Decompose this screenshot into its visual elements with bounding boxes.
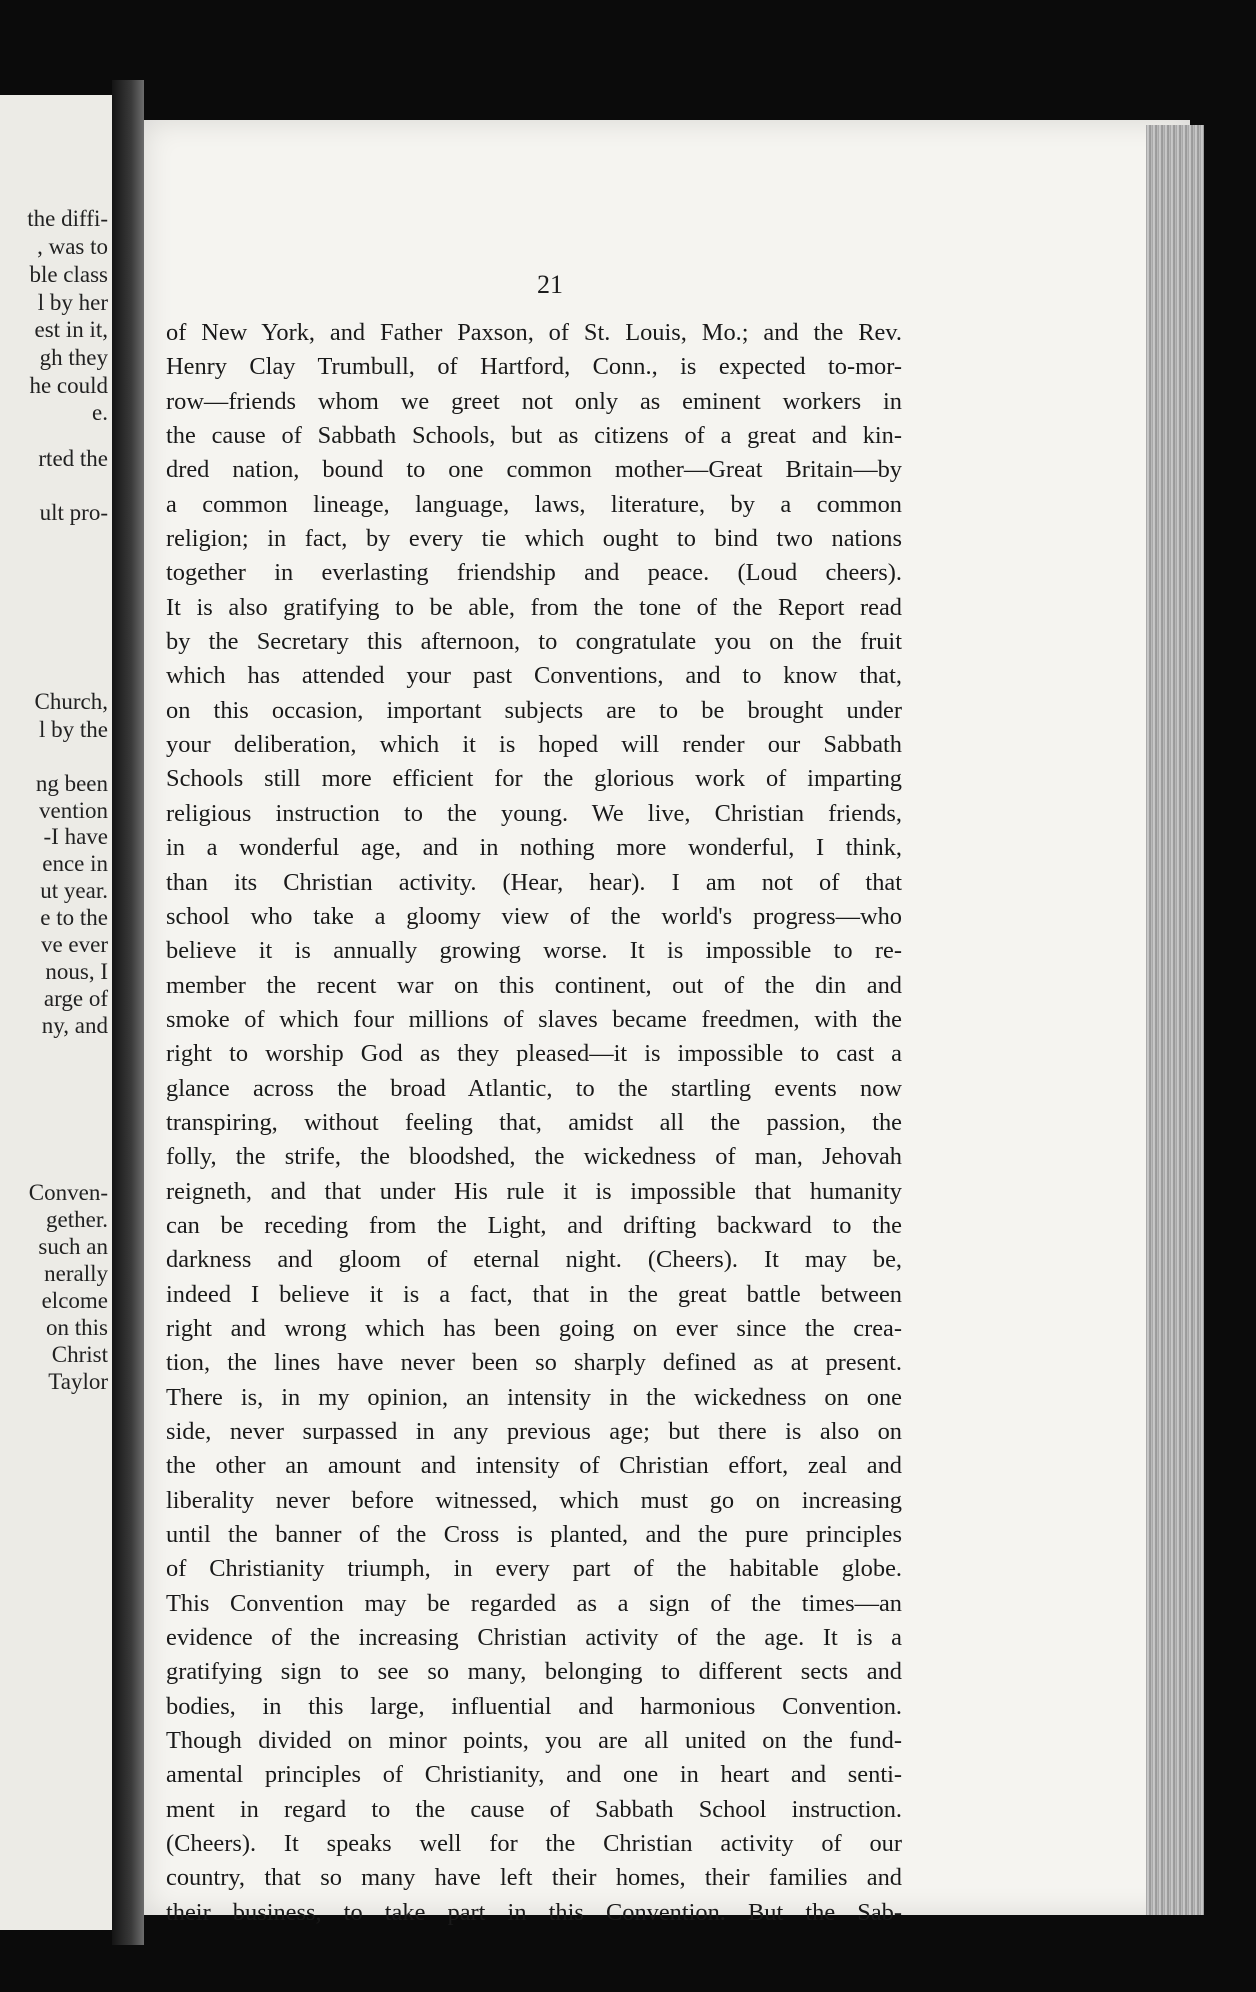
text-line: liberality never before witnessed, which must go on increasing: [166, 1486, 902, 1514]
facing-page-line: l by the: [39, 717, 108, 742]
text-line: folly, the strife, the bloodshed, the wickedness of man, Jehovah: [166, 1143, 902, 1171]
facing-page-line: rted the: [38, 446, 108, 471]
facing-page-line: est in it,: [34, 317, 108, 342]
text-line: together in everlasting friendship and peace. (Loud cheers).: [166, 559, 902, 587]
facing-page-line: vention: [39, 798, 108, 823]
facing-page-line: ny, and: [41, 1013, 108, 1038]
facing-page-line: ence in: [42, 851, 108, 876]
text-line: indeed I believe it is a fact, that in the great battle between: [166, 1280, 902, 1308]
text-line: school who take a gloomy view of the world's progress—who: [166, 902, 902, 930]
facing-page-line: l by her: [37, 290, 108, 315]
facing-page-line: elcome: [41, 1288, 108, 1313]
text-line: gratifying sign to see so many, belonging to different sects and: [166, 1658, 902, 1686]
facing-page-line: gh they: [39, 345, 108, 370]
facing-page-line: Christ: [51, 1342, 108, 1367]
facing-page-line: ult pro-: [39, 500, 108, 525]
text-line: your deliberation, which it is hoped will render our Sabbath: [166, 731, 902, 759]
facing-page-line: Church,: [34, 689, 108, 714]
text-line: bodies, in this large, influential and harmonious Convention.: [166, 1692, 902, 1720]
text-line: There is, in my opinion, an intensity in the wickedness on one: [166, 1383, 902, 1411]
text-line: This Convention may be regarded as a sign of the times—an: [166, 1589, 902, 1617]
text-line: on this occasion, important subjects are to be brought under: [166, 696, 902, 724]
facing-page-line: he could: [29, 373, 108, 398]
facing-page-line: e to the: [40, 905, 108, 930]
text-line: right and wrong which has been going on ever since the crea-: [166, 1314, 902, 1342]
text-line: right to worship God as they pleased—it is impossible to cast a: [166, 1040, 902, 1068]
text-line: religion; in fact, by every tie which ought to bind two nations: [166, 525, 902, 553]
text-line: transpiring, without feeling that, amidst all the passion, the: [166, 1108, 902, 1136]
text-line: It is also gratifying to be able, from the tone of the Report read: [166, 593, 902, 621]
text-line: of Christianity triumph, in every part of the habitable globe.: [166, 1555, 902, 1583]
text-line: member the recent war on this continent, out of the din and: [166, 971, 902, 999]
facing-page-line: ng been: [35, 771, 108, 796]
text-line: darkness and gloom of eternal night. (Cheers). It may be,: [166, 1246, 902, 1274]
text-line: dred nation, bound to one common mother—Great Britain—by: [166, 456, 902, 484]
text-line: than its Christian activity. (Hear, hear). I am not of that: [166, 868, 902, 896]
facing-page-line: such an: [38, 1234, 108, 1259]
text-line: a common lineage, language, laws, literature, by a common: [166, 490, 902, 518]
facing-page-line: nerally: [44, 1261, 108, 1286]
text-line: believe it is annually growing worse. It is impossible to re-: [166, 937, 902, 965]
page-number: 21: [537, 270, 563, 299]
text-line: the cause of Sabbath Schools, but as citizens of a great and kin-: [166, 422, 902, 450]
facing-page-line: Taylor: [48, 1369, 108, 1394]
facing-page-line: e.: [92, 400, 108, 425]
facing-page-line: Conven-: [28, 1180, 108, 1205]
text-line: their business, to take part in this Convention. But the Sab-: [166, 1898, 902, 1926]
text-line: smoke of which four millions of slaves became freedmen, with the: [166, 1005, 902, 1033]
text-line: Schools still more efficient for the glorious work of imparting: [166, 765, 902, 793]
facing-page-line: -I have: [43, 824, 108, 849]
text-line: row—friends whom we greet not only as eminent workers in: [166, 387, 902, 415]
text-line: Henry Clay Trumbull, of Hartford, Conn., is expected to-mor-: [166, 353, 902, 381]
body-text: [166, 316, 902, 1930]
facing-page-line: ut year.: [40, 878, 108, 903]
text-line: reigneth, and that under His rule it is impossible that humanity: [166, 1177, 902, 1205]
text-line: the other an amount and intensity of Christian effort, zeal and: [166, 1452, 902, 1480]
text-line: (Cheers). It speaks well for the Christian activity of our: [166, 1830, 902, 1858]
facing-page-line: ble class: [29, 262, 108, 287]
text-line: can be receding from the Light, and drifting backward to the: [166, 1211, 902, 1239]
facing-page-line: , was to: [37, 234, 108, 259]
text-line: in a wonderful age, and in nothing more wonderful, I think,: [166, 834, 902, 862]
facing-page-line: gether.: [46, 1207, 108, 1232]
facing-page-line: on this: [46, 1315, 108, 1340]
text-line: of New York, and Father Paxson, of St. Louis, Mo.; and the Rev.: [166, 319, 902, 346]
text-line: religious instruction to the young. We live, Christian friends,: [166, 799, 902, 827]
text-line: ment in regard to the cause of Sabbath School instruction.: [166, 1795, 902, 1823]
text-line: by the Secretary this afternoon, to congratulate you on the fruit: [166, 628, 902, 656]
text-line: evidence of the increasing Christian activity of the age. It is a: [166, 1624, 902, 1652]
facing-page-line: arge of: [43, 986, 108, 1011]
text-line: Though divided on minor points, you are all united on the fund-: [166, 1727, 902, 1755]
page-edges: [1146, 125, 1204, 1915]
facing-page-line: nous, I: [45, 959, 108, 984]
facing-page-line: ve ever: [40, 932, 108, 957]
text-line: amental principles of Christianity, and one in heart and senti-: [166, 1761, 902, 1789]
text-line: glance across the broad Atlantic, to the startling events now: [166, 1074, 902, 1102]
text-line: which has attended your past Conventions, and to know that,: [166, 662, 902, 690]
facing-page-line: the diffi-: [27, 206, 108, 231]
text-line: side, never surpassed in any previous age; but there is also on: [166, 1418, 902, 1445]
text-line: until the banner of the Cross is planted, and the pure principles: [166, 1521, 902, 1549]
text-line: country, that so many have left their homes, their families and: [166, 1864, 902, 1892]
facing-page-fragment: [0, 95, 112, 1930]
text-line: tion, the lines have never been so sharply defined as at present.: [166, 1349, 902, 1377]
book-gutter: [112, 80, 144, 1945]
